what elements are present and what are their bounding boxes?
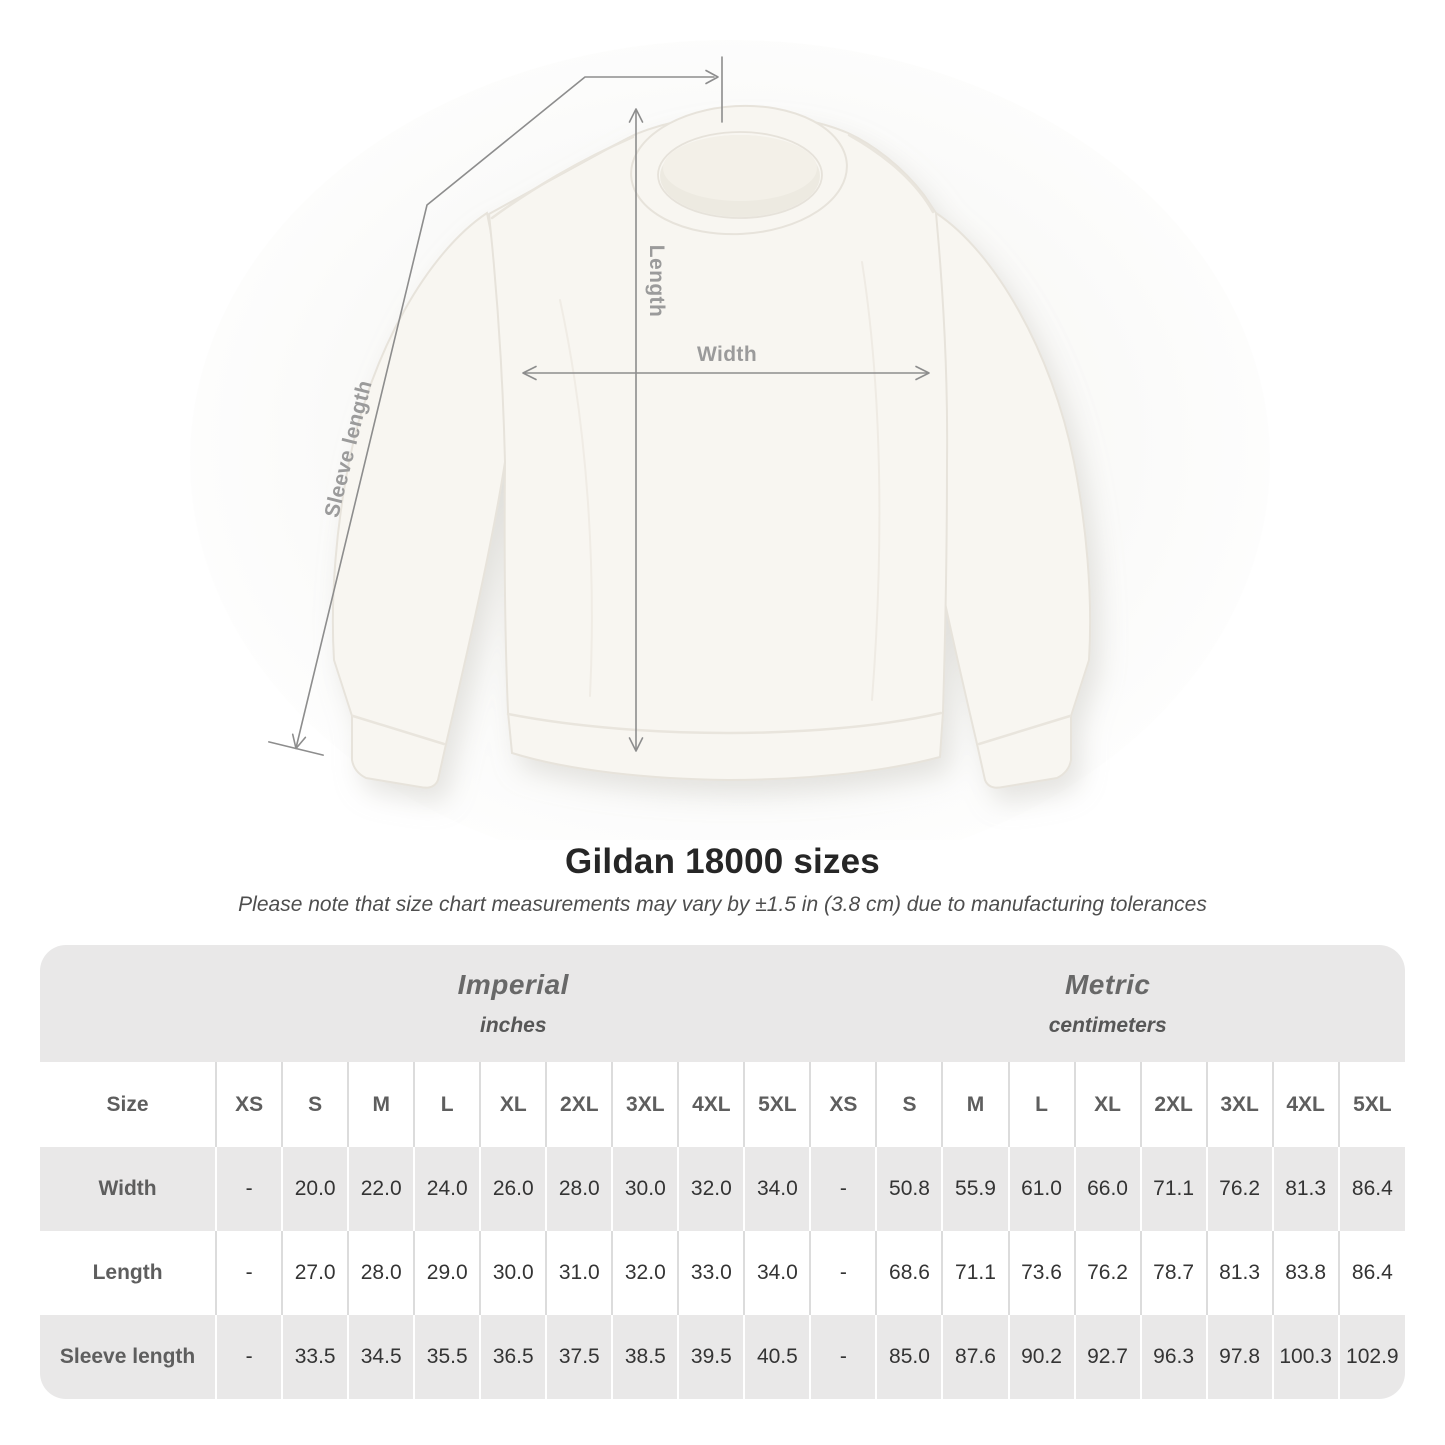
size-value-cell: 78.7: [1141, 1231, 1207, 1315]
size-header: 5XL: [1339, 1062, 1405, 1147]
size-value-cell: 29.0: [414, 1231, 480, 1315]
size-value-cell: 30.0: [480, 1231, 546, 1315]
size-value-cell: 81.3: [1273, 1147, 1339, 1231]
size-header: 4XL: [678, 1062, 744, 1147]
size-value-cell: 24.0: [414, 1147, 480, 1231]
size-value-cell: -: [216, 1315, 282, 1399]
size-table: [40, 945, 1405, 1399]
size-value-cell: -: [810, 1231, 876, 1315]
size-header: 3XL: [1207, 1062, 1273, 1147]
size-value-cell: 71.1: [1141, 1147, 1207, 1231]
size-value-cell: 39.5: [678, 1315, 744, 1399]
size-value-cell: 31.0: [546, 1231, 612, 1315]
size-header: 5XL: [744, 1062, 810, 1147]
table-row-width: [40, 1147, 1405, 1231]
sleeve-length-label: Sleeve length: [320, 377, 377, 520]
size-value-cell: -: [216, 1231, 282, 1315]
size-value-cell: -: [810, 1147, 876, 1231]
size-value-cell: 71.1: [942, 1231, 1008, 1315]
size-value-cell: 22.0: [348, 1147, 414, 1231]
size-value-cell: 32.0: [678, 1147, 744, 1231]
size-value-cell: 40.5: [744, 1315, 810, 1399]
size-header: M: [348, 1062, 414, 1147]
size-value-cell: 33.5: [282, 1315, 348, 1399]
size-header: XL: [480, 1062, 546, 1147]
size-value-cell: 28.0: [348, 1231, 414, 1315]
unit-group-unit: centimeters: [1048, 1014, 1167, 1037]
size-value-cell: 73.6: [1009, 1231, 1075, 1315]
size-table-container: [40, 945, 1405, 1399]
size-value-cell: 85.0: [876, 1315, 942, 1399]
size-value-cell: 100.3: [1273, 1315, 1339, 1399]
size-header: S: [876, 1062, 942, 1147]
size-value-cell: 37.5: [546, 1315, 612, 1399]
size-value-cell: 28.0: [546, 1147, 612, 1231]
size-value-cell: 81.3: [1207, 1231, 1273, 1315]
length-label: Length: [645, 244, 668, 318]
size-value-cell: -: [810, 1315, 876, 1399]
size-value-cell: 20.0: [282, 1147, 348, 1231]
size-value-cell: 86.4: [1339, 1231, 1405, 1315]
table-row-length: [40, 1231, 1405, 1315]
size-header: XS: [216, 1062, 282, 1147]
size-value-cell: 68.6: [876, 1231, 942, 1315]
unit-header-metric: [810, 945, 1405, 1062]
size-column-label: Size: [40, 1062, 216, 1147]
table-row-sleeve-length: [40, 1315, 1405, 1399]
size-header: 2XL: [546, 1062, 612, 1147]
size-header: XS: [810, 1062, 876, 1147]
size-value-cell: 66.0: [1075, 1147, 1141, 1231]
size-value-cell: 34.5: [348, 1315, 414, 1399]
size-value-cell: 26.0: [480, 1147, 546, 1231]
unit-group-unit: inches: [479, 1014, 547, 1037]
size-header: S: [282, 1062, 348, 1147]
size-header: M: [942, 1062, 1008, 1147]
size-value-cell: -: [216, 1147, 282, 1231]
size-header: 3XL: [612, 1062, 678, 1147]
size-value-cell: 27.0: [282, 1231, 348, 1315]
size-header-row: [40, 1062, 1405, 1147]
size-header: 2XL: [1141, 1062, 1207, 1147]
size-header: L: [1009, 1062, 1075, 1147]
size-value-cell: 35.5: [414, 1315, 480, 1399]
page-title: Gildan 18000 sizes: [565, 842, 880, 881]
size-value-cell: 32.0: [612, 1231, 678, 1315]
size-value-cell: 76.2: [1207, 1147, 1273, 1231]
size-value-cell: 34.0: [744, 1231, 810, 1315]
size-value-cell: 97.8: [1207, 1315, 1273, 1399]
unit-group-name: Imperial: [457, 969, 569, 1000]
size-header: XL: [1075, 1062, 1141, 1147]
size-header: 4XL: [1273, 1062, 1339, 1147]
size-value-cell: 90.2: [1009, 1315, 1075, 1399]
size-value-cell: 86.4: [1339, 1147, 1405, 1231]
size-value-cell: 76.2: [1075, 1231, 1141, 1315]
size-value-cell: 50.8: [876, 1147, 942, 1231]
row-label: Length: [40, 1231, 216, 1315]
unit-header-row: [40, 945, 1405, 1062]
size-value-cell: 38.5: [612, 1315, 678, 1399]
band-empty-cell: [40, 945, 216, 1062]
size-value-cell: 33.0: [678, 1231, 744, 1315]
size-value-cell: 83.8: [1273, 1231, 1339, 1315]
row-label: Width: [40, 1147, 216, 1231]
size-value-cell: 87.6: [942, 1315, 1008, 1399]
size-header: L: [414, 1062, 480, 1147]
size-value-cell: 36.5: [480, 1315, 546, 1399]
unit-group-name: Metric: [1064, 969, 1151, 1000]
size-value-cell: 34.0: [744, 1147, 810, 1231]
size-value-cell: 92.7: [1075, 1315, 1141, 1399]
size-value-cell: 55.9: [942, 1147, 1008, 1231]
page-subtitle: Please note that size chart measurements may vary by ±1.5 in (3.8 cm) due to manufacturing tolerances: [238, 893, 1207, 916]
size-value-cell: 102.9: [1339, 1315, 1405, 1399]
size-value-cell: 30.0: [612, 1147, 678, 1231]
unit-header-imperial: [216, 945, 810, 1062]
size-value-cell: 96.3: [1141, 1315, 1207, 1399]
width-label: Width: [696, 343, 758, 366]
size-value-cell: 61.0: [1009, 1147, 1075, 1231]
row-label: Sleeve length: [40, 1315, 216, 1399]
